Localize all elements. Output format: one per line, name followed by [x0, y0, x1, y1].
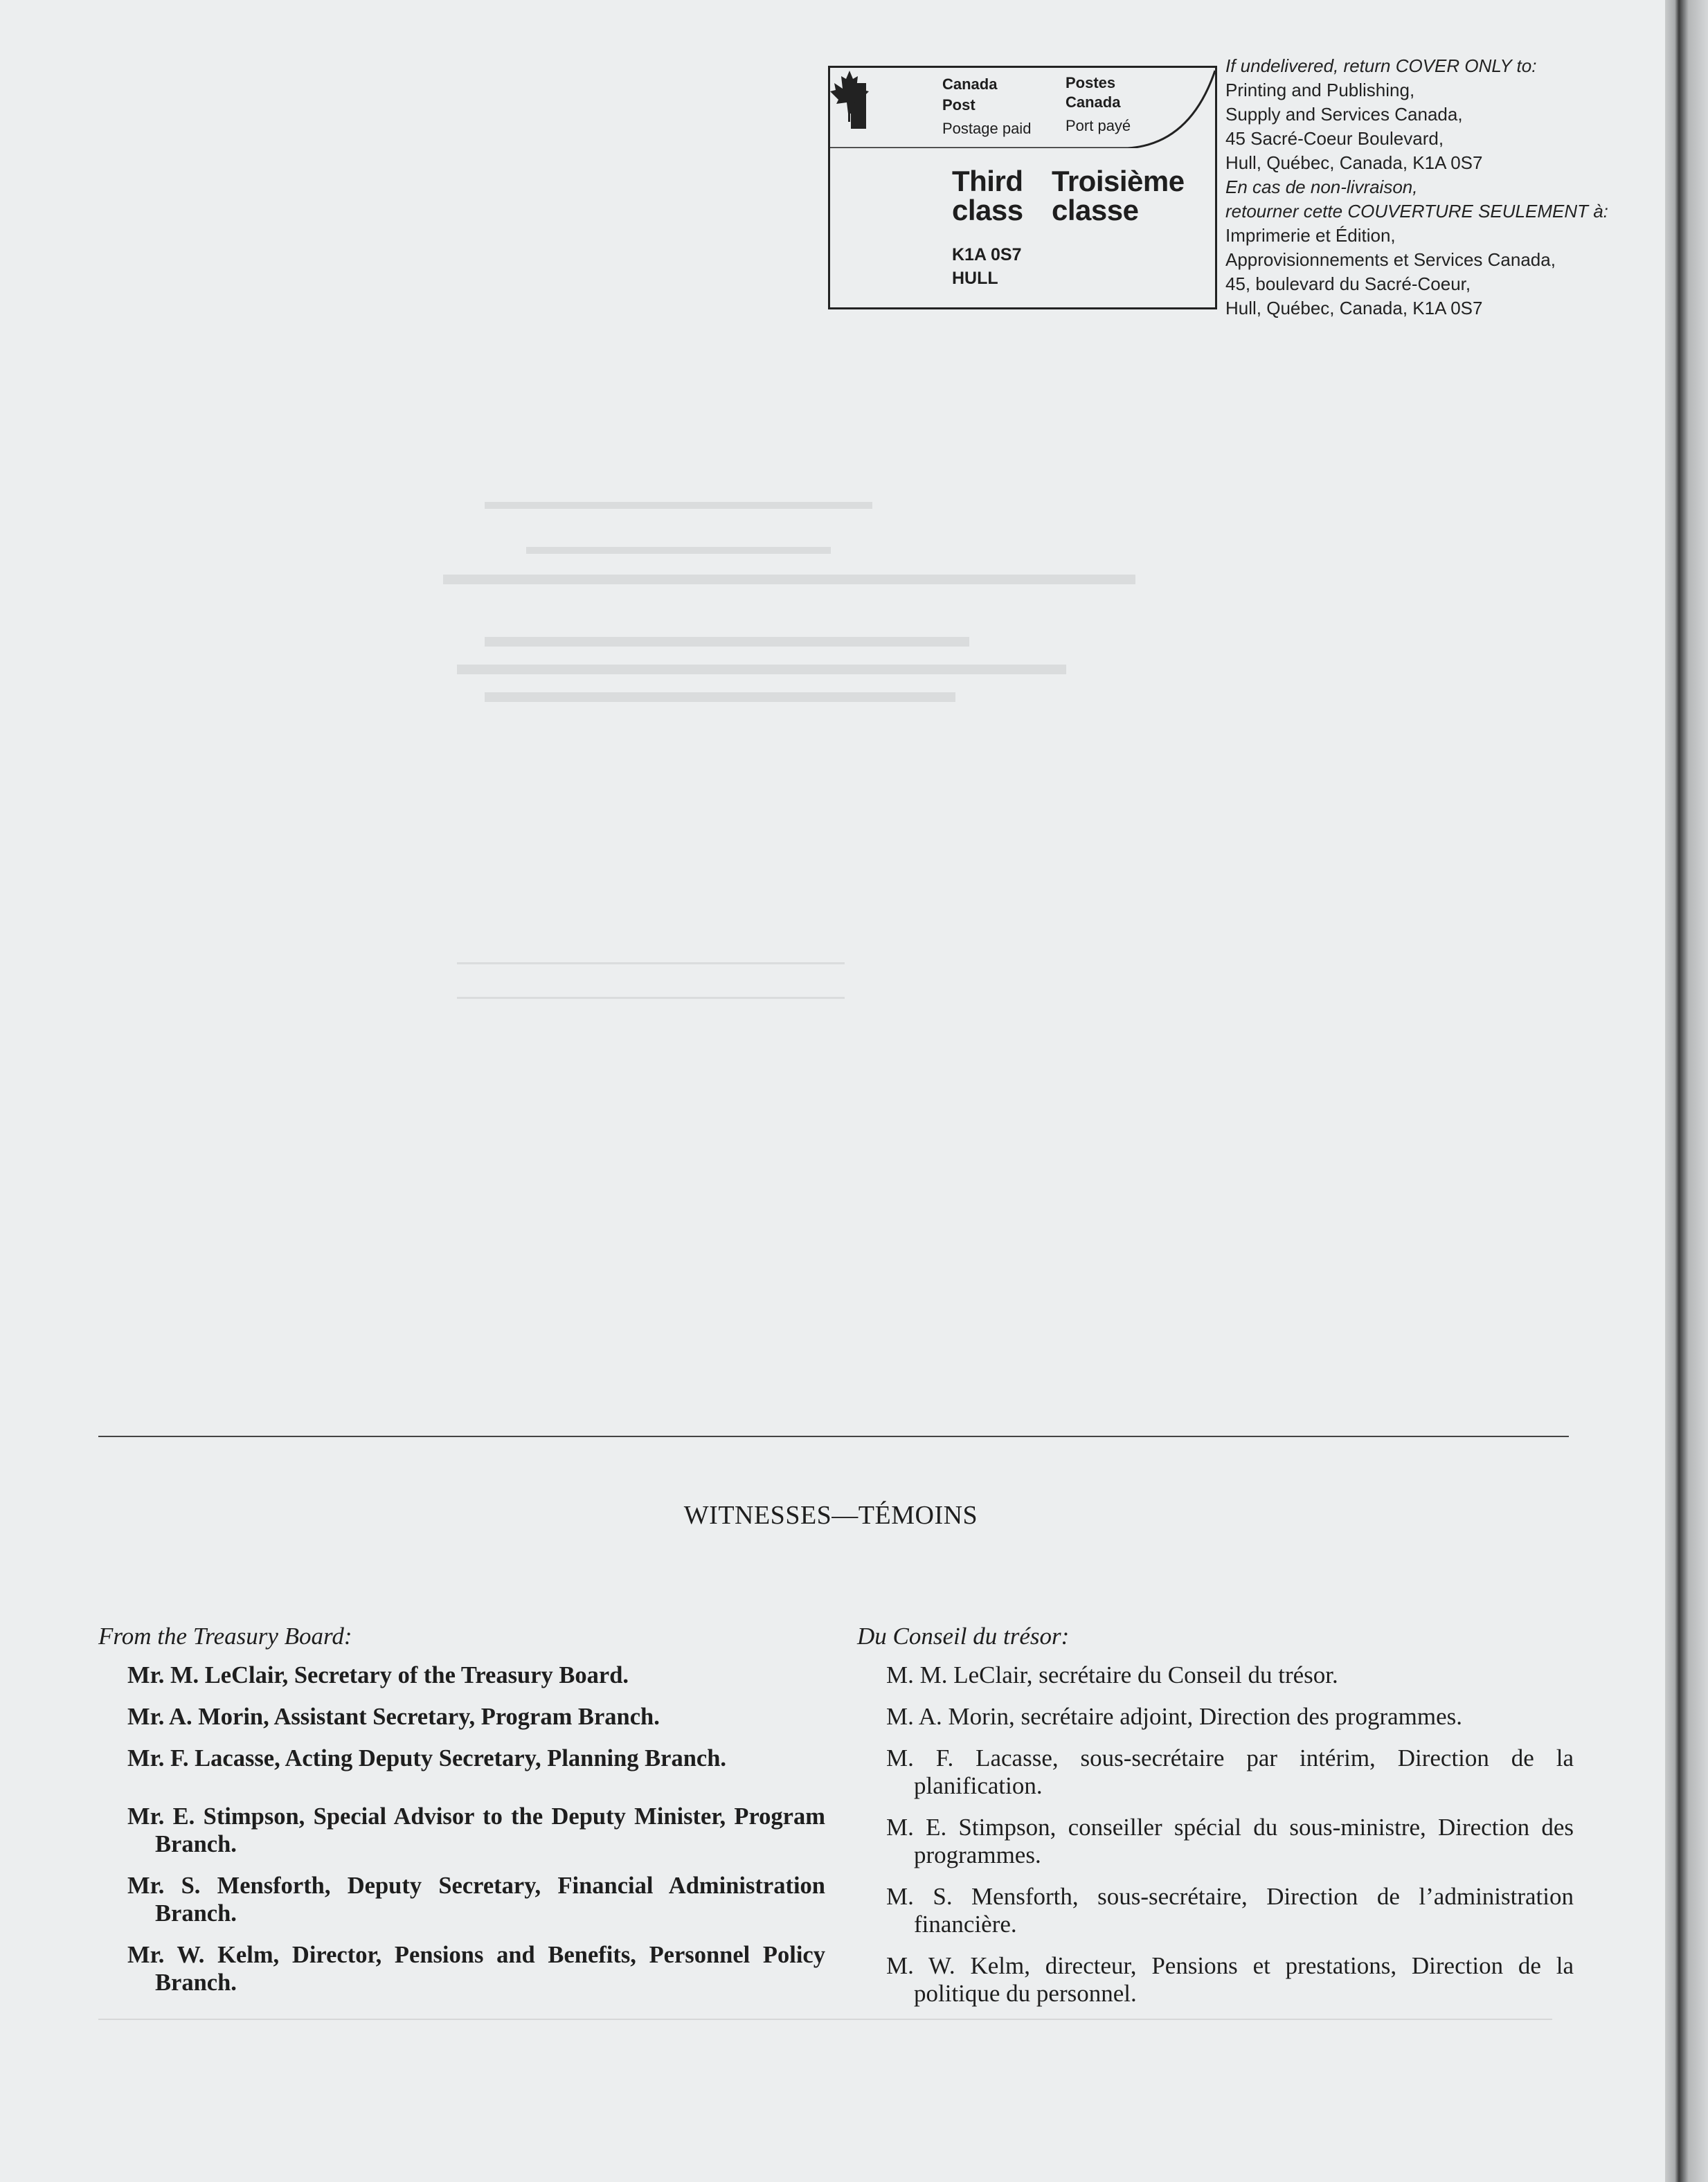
indicia-class: class — [952, 194, 1023, 226]
return-line: 45, boulevard du Sacré-Coeur, — [1225, 273, 1471, 294]
return-line: 45 Sacré-Coeur Boulevard, — [1225, 128, 1444, 149]
witness-entry: Mr. A. Morin, Assistant Secretary, Program Branch. — [127, 1704, 660, 1730]
return-line: Hull, Québec, Canada, K1A 0S7 — [1225, 152, 1483, 173]
faint-bleed-line — [98, 2019, 1552, 2020]
indicia-header — [830, 68, 1215, 148]
return-line: Approvisionnements et Services Canada, — [1225, 249, 1556, 270]
page-binding-edge — [1665, 0, 1708, 2182]
witness-entry: M. M. LeClair, secrétaire du Conseil du trésor. — [886, 1661, 1338, 1688]
indicia-port-paye: Port payé — [1066, 117, 1131, 134]
indicia-postage-paid: Postage paid — [942, 120, 1032, 137]
indicia-postal-code: K1A 0S7 — [952, 245, 1022, 264]
witness-entry: Mr. M. LeClair, Secretary of the Treasury Board. — [127, 1662, 629, 1688]
return-line: Imprimerie et Édition, — [1225, 225, 1396, 246]
indicia-troisieme: Troisième — [1052, 165, 1185, 197]
return-line: Supply and Services Canada, — [1225, 104, 1463, 125]
witness-entry: Mr. E. Stimpson, Special Advisor to the Deputy Minister, Program Branch. — [127, 1803, 825, 1857]
witness-entry: Mr. W. Kelm, Director, Pensions and Benefits, Personnel Policy Branch. — [127, 1942, 825, 1996]
witness-entry: M. S. Mensforth, sous-secrétaire, Direction de l’administration financière. — [886, 1883, 1574, 1938]
indicia-canada: Canada — [942, 75, 998, 93]
maple-leaf-icon — [830, 68, 869, 123]
indicia-third: Third — [952, 165, 1023, 197]
indicia-canada-fr: Canada — [1066, 93, 1121, 111]
witnesses-french-column — [857, 1621, 1574, 2021]
section-divider — [98, 1436, 1569, 1437]
return-line: Hull, Québec, Canada, K1A 0S7 — [1225, 298, 1483, 318]
witness-entry: M. W. Kelm, directeur, Pensions et prestations, Direction de la politique du personnel. — [886, 1952, 1574, 2007]
indicia-classe: classe — [1052, 194, 1139, 226]
witness-entry: Mr. F. Lacasse, Acting Deputy Secretary, Planning Branch. — [127, 1745, 727, 1771]
english-heading: From the Treasury Board: — [98, 1623, 352, 1650]
witness-entry: M. E. Stimpson, conseiller spécial du sous-ministre, Direction des programmes. — [886, 1814, 1574, 1868]
return-line: Printing and Publishing, — [1225, 80, 1415, 100]
indicia-post: Post — [942, 96, 976, 114]
witnesses-english-column — [98, 1621, 825, 2010]
witness-entry: M. A. Morin, secrétaire adjoint, Direction des programmes. — [886, 1703, 1463, 1730]
french-heading: Du Conseil du trésor: — [857, 1623, 1070, 1650]
indicia-city: HULL — [952, 269, 998, 288]
witness-entry: Mr. S. Mensforth, Deputy Secretary, Financial Administration Branch. — [127, 1873, 825, 1927]
return-line: En cas de non-livraison, — [1225, 177, 1418, 197]
return-line: If undelivered, return COVER ONLY to: — [1225, 55, 1537, 76]
witnesses-title: WITNESSES—TÉMOINS — [683, 1501, 978, 1530]
return-address — [1225, 54, 1669, 321]
return-line: retourner cette COUVERTURE SEULEMENT à: — [1225, 201, 1608, 222]
indicia-postes: Postes — [1066, 74, 1116, 91]
postage-indicia — [828, 66, 1217, 309]
witness-entry: M. F. Lacasse, sous-secrétaire par intérim, Direction de la planification. — [886, 1744, 1574, 1799]
